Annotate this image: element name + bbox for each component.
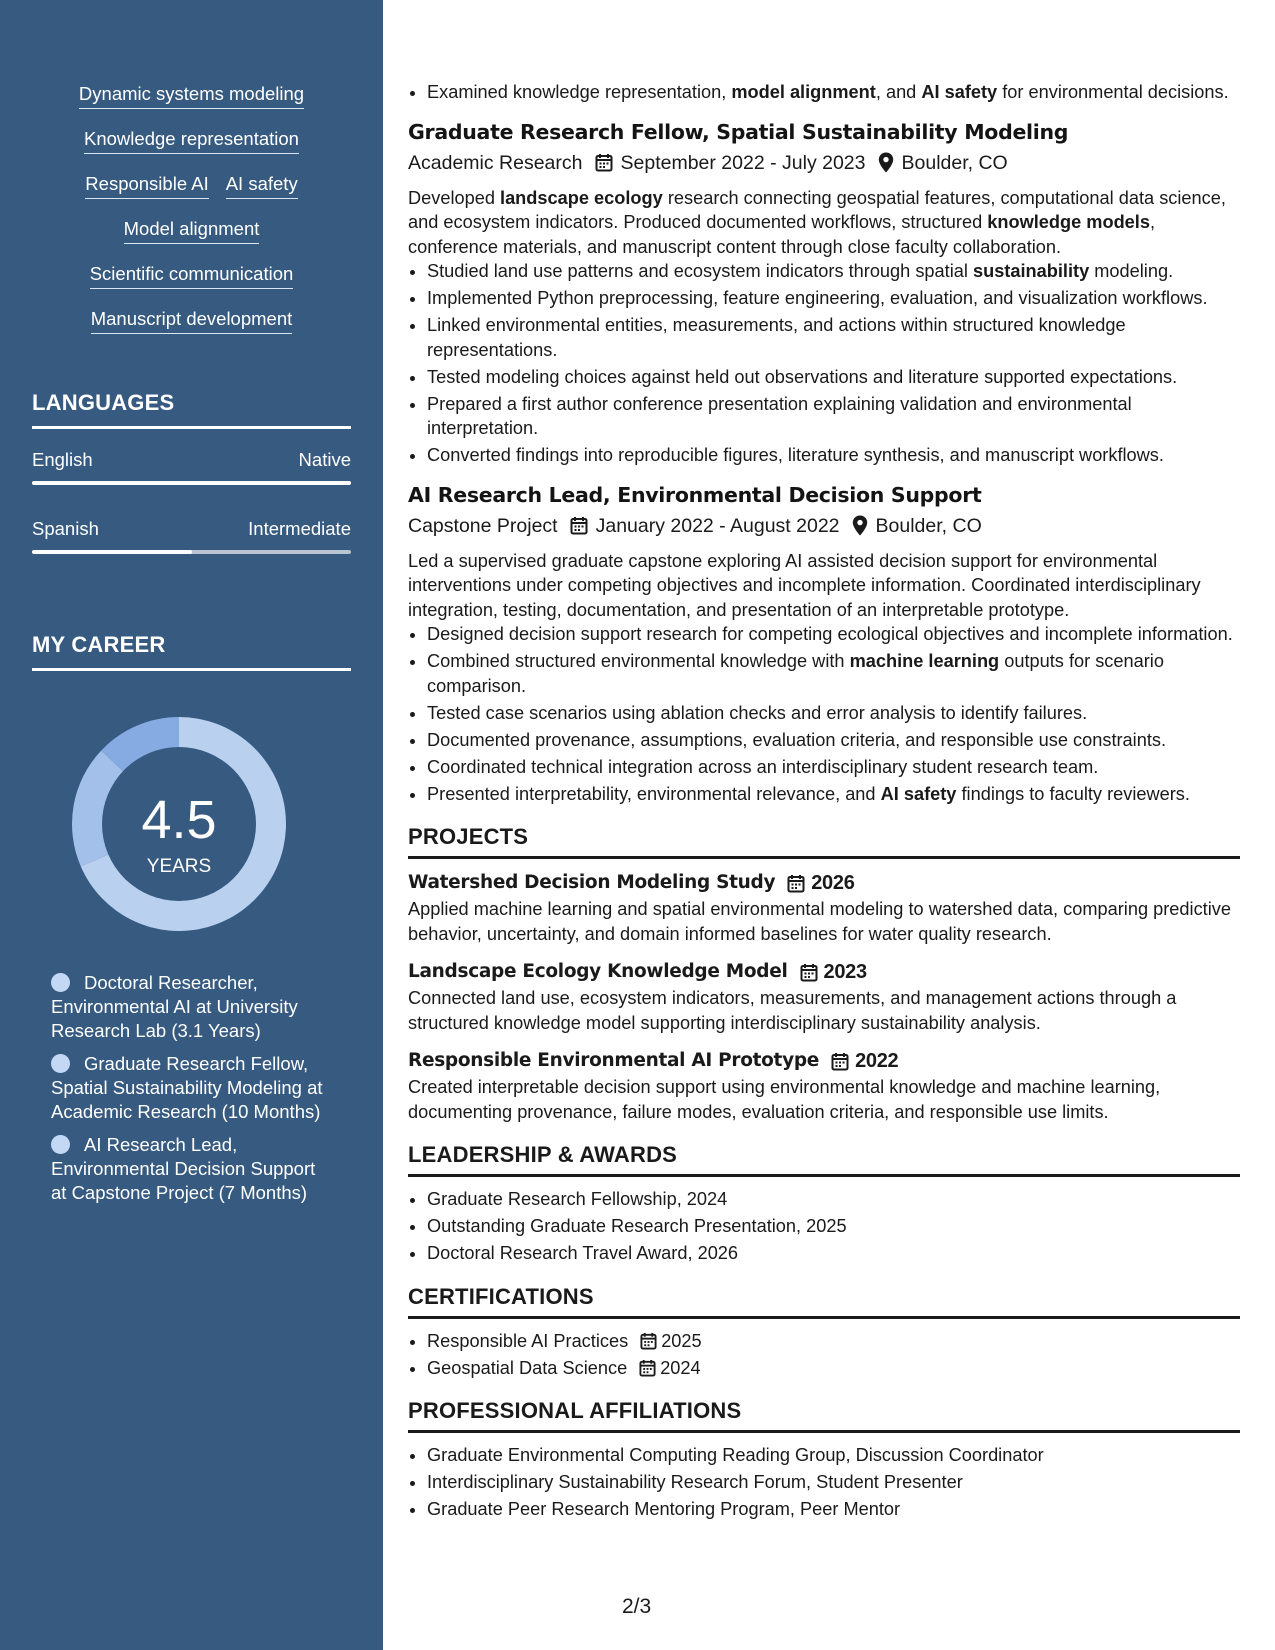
- project-title-row: [408, 869, 1240, 897]
- project-title: Landscape Ecology Knowledge Model: [408, 961, 788, 982]
- career-years-number: 4.5: [141, 790, 217, 850]
- language-name: English: [32, 449, 93, 470]
- desc-keyword: knowledge models: [987, 212, 1150, 232]
- calendar-icon: [639, 1359, 656, 1377]
- job-organization: Academic Research: [408, 151, 583, 174]
- skill-tag[interactable]: AI safety: [226, 172, 298, 199]
- language-proficiency-fill: [32, 550, 192, 554]
- bullet-text: , and: [875, 82, 922, 102]
- job-description: [408, 186, 1240, 260]
- certification-year: 2025: [661, 1330, 702, 1351]
- affiliation-item: • Interdisciplinary Sustainability Research Forum, Student Presenter: [427, 1470, 1240, 1495]
- language-proficiency-bar: [32, 550, 351, 554]
- language-level: Intermediate: [248, 518, 351, 539]
- project-description: Applied machine learning and spatial environmental modeling to watershed data, comparing predictive behavior, uncertainty, and domain informed baselines for water quality research.: [408, 899, 1231, 944]
- bullet-text: for environmental decisions.: [997, 82, 1229, 102]
- job-meta: [408, 148, 1240, 178]
- job-title: Graduate Research Fellow, Spatial Sustainability Modeling: [408, 119, 1069, 144]
- experience-bullet: • Designed decision support research for competing ecological objectives and incomplete information.: [427, 622, 1240, 647]
- affiliation-item: • Graduate Peer Research Mentoring Program, Peer Mentor: [427, 1497, 1240, 1522]
- career-item-text: AI Research Lead, Environmental Decision Support at Capstone Project (7 Months): [51, 1134, 316, 1203]
- language-entry: [32, 448, 351, 485]
- language-proficiency-bar: [32, 481, 351, 485]
- job-location: Boulder, CO: [901, 151, 1008, 174]
- affiliation-item: • Graduate Environmental Computing Reading Group, Discussion Coordinator: [427, 1443, 1240, 1468]
- experience-bullet: • Prepared a first author conference presentation explaining validation and environmental interpretation.: [427, 392, 1240, 441]
- desc-text: Developed: [408, 187, 501, 208]
- desc-text: research connecting geospatial features, computational data science, and ecosystem indicators. Produced documented workflows, structured: [408, 187, 1226, 232]
- skill-tag[interactable]: Model alignment: [124, 217, 260, 244]
- career-item: [51, 971, 331, 1043]
- skill-tag[interactable]: Responsible AI: [85, 172, 208, 199]
- project-entry: [408, 1047, 1240, 1124]
- bullet-keyword: machine learning: [849, 651, 1000, 671]
- job-entry: [408, 117, 1240, 468]
- certification-name: • Geospatial Data Science: [427, 1357, 628, 1378]
- career-heading: MY CAREER: [32, 632, 351, 671]
- calendar-icon: [640, 1332, 657, 1350]
- experience-bullet: • Tested case scenarios using ablation checks and error analysis to identify failures.: [427, 701, 1240, 726]
- bullet-keyword: sustainability: [972, 261, 1090, 281]
- job-dates: September 2022 - July 2023: [620, 151, 866, 174]
- bullet-dot-icon: [51, 1054, 70, 1073]
- project-year: 2023: [823, 961, 867, 983]
- bullet-keyword: model alignment: [731, 82, 876, 102]
- job-location: Boulder, CO: [875, 514, 982, 537]
- bullet-keyword: AI safety: [880, 783, 957, 804]
- job-dates: January 2022 - August 2022: [595, 514, 840, 537]
- experience-bullets: [408, 80, 1240, 105]
- career-item: [51, 1133, 331, 1205]
- leadership-item: • Graduate Research Fellowship, 2024: [427, 1187, 1240, 1212]
- experience-bullet: [427, 649, 1240, 698]
- leadership-item: • Doctoral Research Travel Award, 2026: [427, 1241, 1240, 1266]
- calendar-icon: [787, 874, 805, 893]
- project-title-row: [408, 958, 1240, 986]
- experience-bullet: • Linked environmental entities, measurements, and actions within structured knowledge representations.: [427, 313, 1240, 362]
- bullet-dot-icon: [51, 1135, 70, 1154]
- experience-bullet: • Coordinated technical integration across an interdisciplinary student research team.: [427, 755, 1240, 780]
- leadership-list: [408, 1187, 1240, 1266]
- main-content: [408, 80, 1240, 1524]
- desc-keyword: landscape ecology: [500, 187, 663, 208]
- bullet-dot-icon: [51, 973, 70, 992]
- affiliations-list: [408, 1443, 1240, 1522]
- projects-heading: PROJECTS: [408, 824, 1240, 859]
- job-meta: [408, 511, 1240, 541]
- bullet-text: findings to faculty reviewers.: [956, 783, 1190, 804]
- certifications-heading: CERTIFICATIONS: [408, 1284, 1240, 1319]
- skill-tag[interactable]: Knowledge representation: [84, 127, 299, 154]
- career-item: [51, 1052, 331, 1124]
- sidebar: [0, 0, 383, 1650]
- certification-name: • Responsible AI Practices: [427, 1330, 629, 1351]
- experience-bullets: [408, 259, 1240, 468]
- page-number: 2/3: [622, 1595, 652, 1618]
- project-entry: [408, 958, 1240, 1035]
- map-pin-icon: [878, 152, 894, 173]
- bullet-text: Examined knowledge representation,: [427, 82, 732, 102]
- language-entry: [32, 517, 351, 554]
- certifications-list: [408, 1329, 1240, 1381]
- certification-item: [427, 1356, 1240, 1381]
- project-year: 2022: [855, 1050, 899, 1072]
- job-description: Led a supervised graduate capstone exploring AI assisted decision support for environmental interventions under competing objectives and incomplete information. Coordinated interdisciplinary integration, testing, documentation, and presentation of an interpretable prototype.: [408, 550, 1201, 620]
- certification-year: 2024: [660, 1357, 701, 1378]
- language-level: Native: [298, 449, 351, 470]
- calendar-icon: [800, 963, 818, 982]
- calendar-icon: [831, 1052, 849, 1071]
- calendar-icon: [570, 516, 588, 535]
- experience-bullet: • Documented provenance, assumptions, evaluation criteria, and responsible use constraints.: [427, 728, 1240, 753]
- project-title-row: [408, 1047, 1240, 1075]
- affiliations-heading: PROFESSIONAL AFFILIATIONS: [408, 1398, 1240, 1433]
- career-years-unit: YEARS: [146, 856, 212, 877]
- calendar-icon: [595, 153, 613, 172]
- experience-bullet: • Implemented Python preprocessing, feature engineering, evaluation, and visualization workflows.: [427, 286, 1240, 311]
- project-description: Created interpretable decision support using environmental knowledge and machine learning, documenting provenance, failure modes, evaluation criteria, and responsible use limits.: [408, 1077, 1161, 1122]
- leadership-heading: LEADERSHIP & AWARDS: [408, 1142, 1240, 1177]
- bullet-text: Combined structured environmental knowledge with: [427, 651, 850, 671]
- bullet-text: modeling.: [1089, 261, 1174, 281]
- job-organization: Capstone Project: [408, 514, 558, 537]
- experience-bullet: • Converted findings into reproducible figures, literature synthesis, and manuscript workflows.: [427, 443, 1240, 468]
- experience-bullet: [427, 782, 1240, 807]
- project-description: Connected land use, ecosystem indicators, measurements, and management actions through a structured knowledge model supporting interdisciplinary sustainability analysis.: [408, 988, 1177, 1033]
- skill-tag[interactable]: Scientific communication: [90, 262, 294, 289]
- project-entry: [408, 869, 1240, 946]
- project-year: 2026: [811, 872, 855, 894]
- languages-heading: LANGUAGES: [32, 390, 351, 429]
- job-entry: [408, 480, 1240, 807]
- desc-text: , conference materials, and manuscript content through close faculty collaboration.: [408, 212, 1156, 257]
- leadership-item: • Outstanding Graduate Research Presentation, 2025: [427, 1214, 1240, 1239]
- certification-item: [427, 1329, 1240, 1354]
- bullet-text: Presented interpretability, environmental relevance, and: [427, 783, 881, 804]
- skill-tag[interactable]: Manuscript development: [91, 307, 293, 334]
- experience-bullets: [408, 622, 1240, 806]
- career-list: [51, 971, 331, 1214]
- bullet-text: outputs for scenario comparison.: [427, 651, 1164, 696]
- language-name: Spanish: [32, 518, 99, 539]
- experience-bullet: [427, 80, 1240, 105]
- experience-bullet: [427, 259, 1240, 284]
- language-proficiency-fill: [32, 481, 351, 485]
- bullet-keyword: AI safety: [921, 82, 998, 102]
- skill-tag[interactable]: Dynamic systems modeling: [79, 82, 304, 109]
- career-item-text: Graduate Research Fellow, Spatial Sustainability Modeling at Academic Research (10 Months): [51, 1053, 323, 1122]
- project-title: Watershed Decision Modeling Study: [408, 872, 776, 893]
- map-pin-icon: [852, 515, 868, 536]
- project-title: Responsible Environmental AI Prototype: [408, 1050, 820, 1071]
- career-item-text: Doctoral Researcher, Environmental AI at University Research Lab (3.1 Years): [51, 972, 298, 1041]
- experience-bullet: • Tested modeling choices against held out observations and literature supported expectations.: [427, 365, 1240, 390]
- bullet-text: Studied land use patterns and ecosystem indicators through spatial: [427, 261, 973, 281]
- skills-list: [0, 82, 383, 352]
- job-title: AI Research Lead, Environmental Decision Support: [408, 482, 982, 507]
- career-donut-chart: [64, 709, 294, 939]
